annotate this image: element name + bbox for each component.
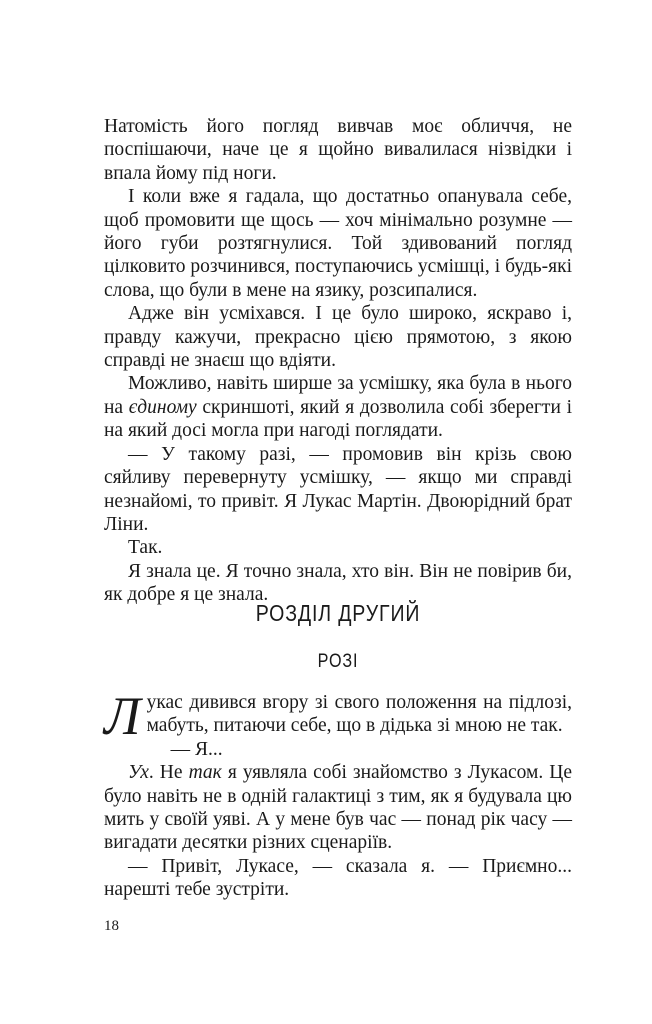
dialogue-line: — Привіт, Лукасе, — сказала я. — Приємно... нарешті тебе зустріти. [104, 855, 572, 901]
chapter-title: РОЗДІЛ ДРУГИЙ [255, 600, 421, 626]
text-run: скриншоті, який я дозволила собі зберегти і на який досі могла при нагоді поглядати. [104, 396, 572, 442]
paragraph: Натомість його погляд вивчав моє обличчя, не поспішаючи, наче це я щойно вивалилася нізвідки і впала йому під ноги. [104, 116, 572, 184]
paragraph: Я знала це. Я точно знала, хто він. Він не повірив би, як добре я це знала. [104, 560, 572, 606]
dialogue-line: — У такому разі, — промовив він крізь свою сяйливу перевернуту усмішку, — якщо ми справді незнайомі, то привіт. Я Лукас Мартін. Двоюрідний брат Ліни. [104, 443, 572, 535]
paragraph [104, 372, 572, 442]
text-block-bottom [104, 686, 572, 902]
text-run: укас дивився вгору зі свого положення на підлозі, мабуть, питаючи себе, що в дідька зі мною не так. [146, 692, 572, 737]
emphasis: єдиному [128, 396, 197, 418]
page-number: 18 [104, 918, 119, 934]
drop-cap: Л [104, 686, 141, 746]
emphasis: Ух [128, 762, 149, 784]
paragraph [104, 686, 572, 746]
text-run: я уявляла собі знайомство з Лукасом. Це було навіть не в одній галактиці з тим, як я будувала цю мить у своїй уяві. А у мене був час — понад рік часу — вигадати десятки різних сценаріїв. [104, 762, 572, 854]
text-run: . Не [148, 762, 189, 784]
paragraph: І коли вже я гадала, що достатньо опанувала себе, щоб промовити ще щось — хоч мінімально розумне — його губи розтягнулися. Той здивований погляд цілковито розчинився, поступаючись усмішці, і будь-які слова, що були в мене на язику, розсипалися. [104, 186, 572, 301]
text-run: Можливо, навіть ширше за усмішку, яка була в нього на [104, 373, 572, 418]
text-block-top [104, 115, 572, 607]
paragraph [104, 761, 572, 855]
dialogue-line: — Я... [170, 738, 223, 760]
chapter-subtitle: РОЗІ [317, 651, 359, 672]
emphasis: так [188, 762, 222, 784]
paragraph: Адже він усміхався. І це було широко, яскраво і, правду кажучи, прекрасно цією прямотою, з якою справді не знаєш що вдіяти. [104, 303, 572, 372]
paragraph: Так. [128, 537, 163, 559]
